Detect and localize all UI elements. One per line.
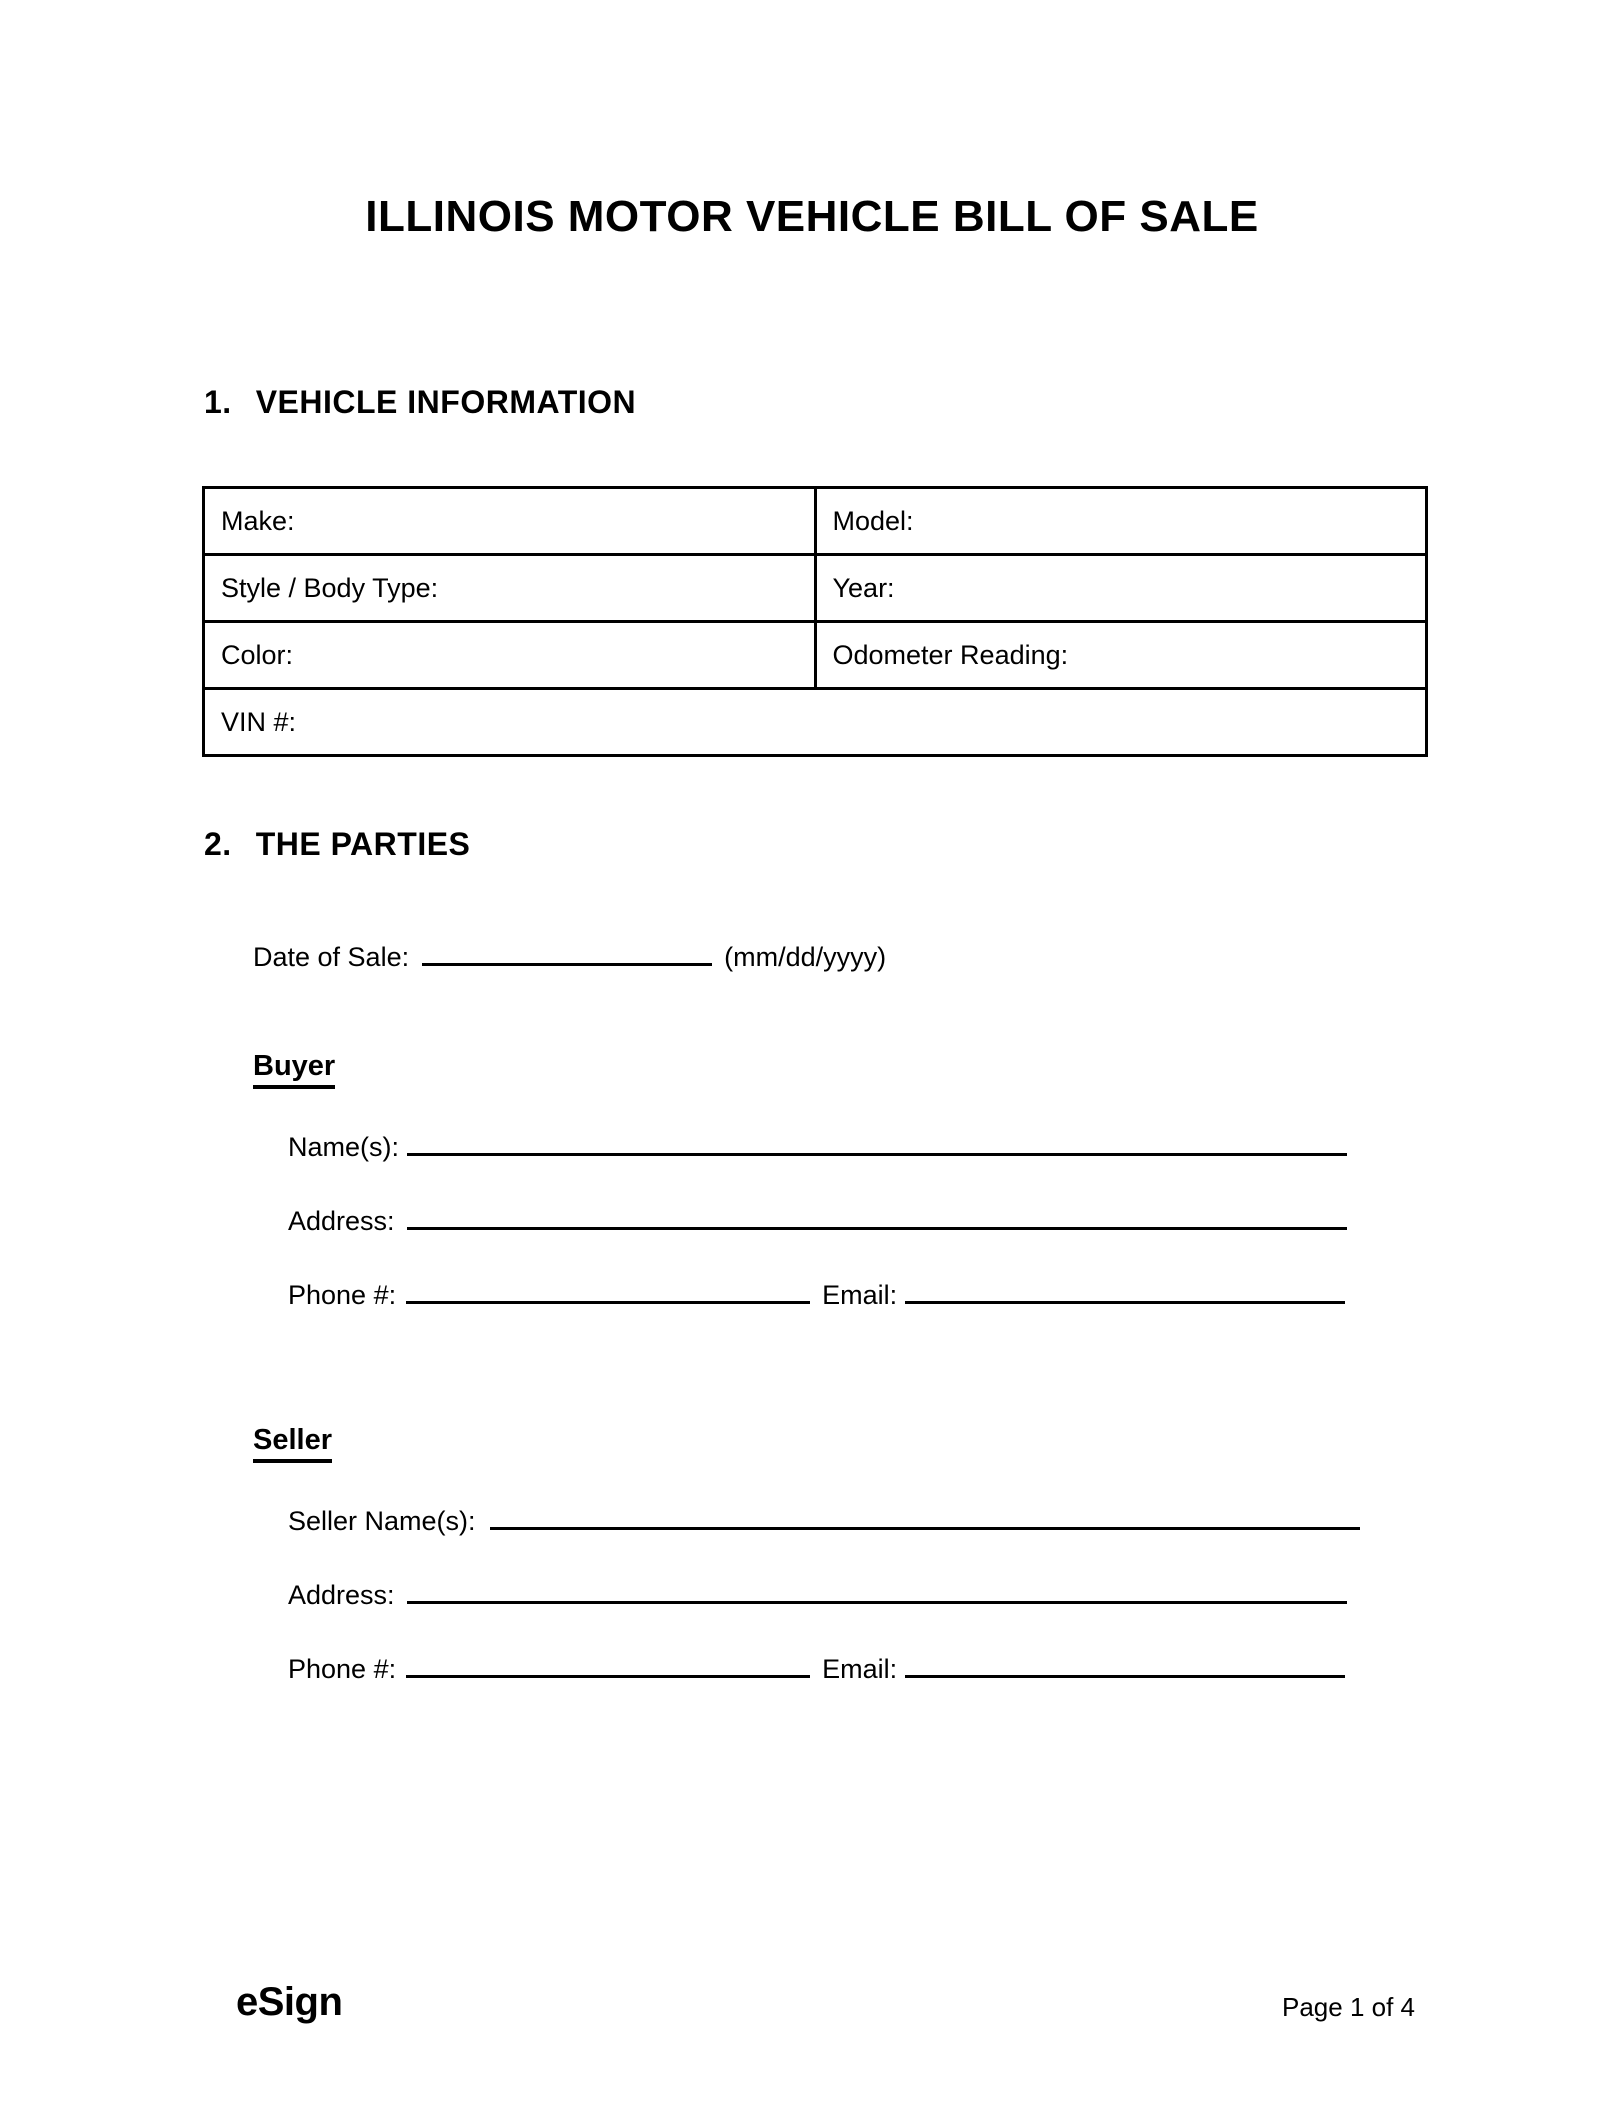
buyer-name-row [288, 1130, 1347, 1164]
make-label: Make: [221, 505, 295, 536]
section-2-title: THE PARTIES [255, 826, 471, 862]
seller-heading-text: Seller [253, 1424, 332, 1463]
section-1-heading [204, 384, 636, 421]
buyer-phone-input-line[interactable] [406, 1301, 810, 1304]
year-label: Year: [832, 572, 895, 603]
odometer-reading-label: Odometer Reading: [832, 639, 1069, 670]
section-2-heading [204, 826, 470, 863]
date-of-sale-row [253, 940, 886, 974]
buyer-address-input-line[interactable] [407, 1227, 1347, 1230]
section-2-number: 2. [204, 826, 232, 862]
seller-address-input-line[interactable] [407, 1601, 1347, 1604]
esign-logo: eSign [236, 1980, 343, 2024]
model-field[interactable] [815, 488, 1427, 555]
buyer-name-input-line[interactable] [407, 1153, 1347, 1156]
seller-phone-input-line[interactable] [406, 1675, 810, 1678]
seller-email-input-line[interactable] [905, 1675, 1345, 1678]
style-body-type-label: Style / Body Type: [221, 572, 439, 603]
buyer-email-label: Email: [822, 1280, 898, 1310]
seller-email-label: Email: [822, 1654, 898, 1684]
make-field[interactable] [204, 488, 816, 555]
buyer-address-label: Address: [288, 1206, 395, 1236]
buyer-name-label: Name(s): [288, 1132, 400, 1162]
section-1-number: 1. [204, 384, 232, 420]
year-field[interactable] [815, 555, 1427, 622]
seller-phone-email-row [288, 1652, 1345, 1686]
seller-address-row [288, 1578, 1347, 1612]
vin-label: VIN #: [221, 706, 297, 737]
document-title: ILLINOIS MOTOR VEHICLE BILL OF SALE [365, 192, 1259, 241]
model-label: Model: [832, 505, 914, 536]
vin-field[interactable] [204, 689, 1427, 756]
seller-name-label: Seller Name(s): [288, 1506, 476, 1536]
buyer-phone-email-row [288, 1278, 1345, 1312]
vehicle-information-table [202, 486, 1428, 757]
table-row [204, 488, 1427, 555]
buyer-email-input-line[interactable] [905, 1301, 1345, 1304]
odometer-reading-field[interactable] [815, 622, 1427, 689]
seller-section-heading [253, 1424, 332, 1463]
style-body-type-field[interactable] [204, 555, 816, 622]
date-format-hint: (mm/dd/yyyy) [724, 942, 887, 972]
color-label: Color: [221, 639, 294, 670]
color-field[interactable] [204, 622, 816, 689]
buyer-section-heading [253, 1050, 335, 1089]
buyer-heading-text: Buyer [253, 1050, 335, 1089]
buyer-address-row [288, 1204, 1347, 1238]
table-row [204, 689, 1427, 756]
date-of-sale-label: Date of Sale: [253, 942, 410, 972]
buyer-phone-label: Phone #: [288, 1280, 397, 1310]
seller-name-input-line[interactable] [490, 1527, 1360, 1530]
table-row [204, 622, 1427, 689]
date-of-sale-input-line[interactable] [422, 963, 712, 966]
seller-phone-label: Phone #: [288, 1654, 397, 1684]
seller-name-row [288, 1504, 1360, 1538]
table-row [204, 555, 1427, 622]
page-indicator: Page 1 of 4 [1282, 1992, 1415, 2022]
section-1-title: VEHICLE INFORMATION [255, 384, 637, 420]
seller-address-label: Address: [288, 1580, 395, 1610]
